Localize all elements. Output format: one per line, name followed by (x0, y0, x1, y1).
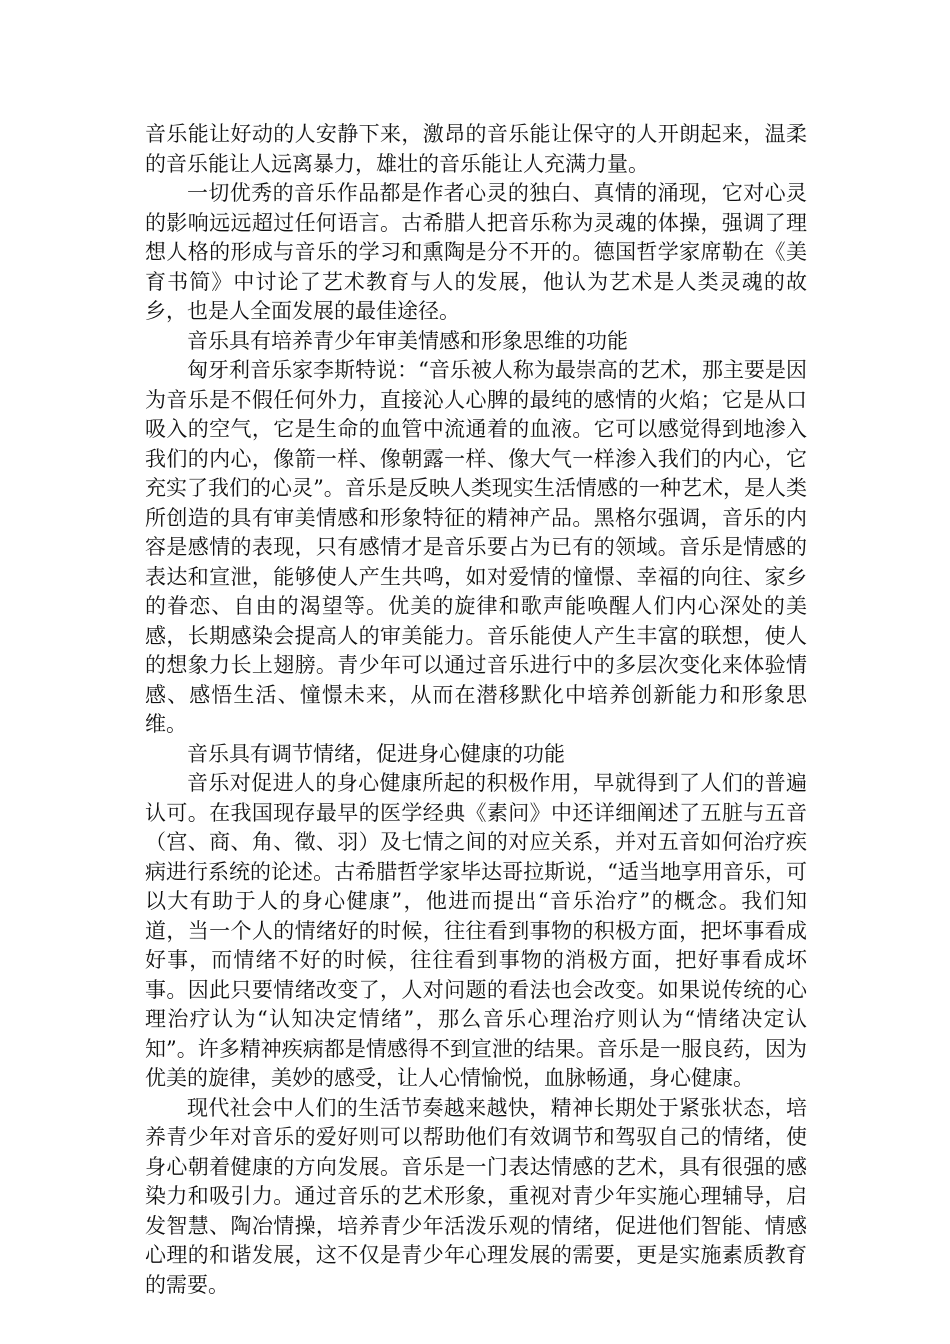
paragraph-continuation: 音乐能让好动的人安静下来，激昂的音乐能让保守的人开朗起来，温柔的音乐能让人远离暴力，雄壮的音乐能让人充满力量。 (145, 122, 807, 176)
document-page (145, 120, 807, 1300)
paragraph-liszt-quote: 匈牙利音乐家李斯特说：“音乐被人称为最崇高的艺术，那主要是因为音乐是不假任何外力，直接沁人心脾的最纯的感情的火焰；它是从口吸入的空气，它是生命的血管中流通着的血液。它可以感觉得到地渗入我们的内心，像箭一样、像朝露一样、像大气一样渗入我们的内心，它充实了我们的心灵”。音乐是反映人类现实生活情感的一种艺术，是人类所创造的具有审美情感和形象特征的精神产品。黑格尔强调，音乐的内容是感情的表现，只有感情才是音乐要占为已有的领域。音乐是情感的表达和宣泄，能够使人产生共鸣，如对爱情的憧憬、幸福的向往、家乡的眷恋、自由的渴望等。优美的旋律和歌声能唤醒人们内心深处的美感，长期感染会提高人的审美能力。音乐能使人产生丰富的联想，使人的想象力长上翅膀。青少年可以通过音乐进行中的多层次变化来体验情感、感悟生活、憧憬未来，从而在潜移默化中培养创新能力和形象思维。 (145, 358, 807, 736)
section-heading-aesthetic: 音乐具有培养青少年审美情感和形象思维的功能 (187, 328, 628, 353)
paragraph-modern-society: 现代社会中人们的生活节奏越来越快，精神长期处于紧张状态，培养青少年对音乐的爱好则可以帮助他们有效调节和驾驭自己的情绪，使身心朝着健康的方向发展。音乐是一门表达情感的艺术，具有很强的感染力和吸引力。通过音乐的艺术形象，重视对青少年实施心理辅导，启发智慧、陶冶情操，培养青少年活泼乐观的情绪，促进他们智能、情感心理的和谐发展，这不仅是青少年心理发展的需要，更是实施素质教育的需要。 (145, 1095, 807, 1297)
paragraph-health: 音乐对促进人的身心健康所起的积极作用，早就得到了人们的普遍认可。在我国现存最早的医学经典《素问》中还详细阐述了五脏与五音（宫、商、角、徵、羽）及七情之间的对应关系，并对五音如何治疗疾病进行系统的论述。古希腊哲学家毕达哥拉斯说，“适当地享用音乐，可以大有助于人的身心健康”，他进而提出“音乐治疗”的概念。我们知道，当一个人的情绪好的时候，往往看到事物的积极方面，把坏事看成好事，而情绪不好的时候，往往看到事物的消极方面，把好事看成坏事。因此只要情绪改变了，人对问题的看法也会改变。如果说传统的心理治疗认为“认知决定情绪”，那么音乐心理治疗则认为“情绪决定认知”。许多精神疾病都是情感得不到宣泄的结果。音乐是一服良药，因为优美的旋律，美妙的感受，让人心情愉悦，血脉畅通，身心健康。 (145, 771, 807, 1090)
section-heading-emotion: 音乐具有调节情绪，促进身心健康的功能 (187, 741, 565, 766)
paragraph-soul-influence: 一切优秀的音乐作品都是作者心灵的独白、真情的涌现，它对心灵的影响远远超过任何语言。古希腊人把音乐称为灵魂的体操，强调了理想人格的形成与音乐的学习和熏陶是分不开的。德国哲学家席勒在《美育书简》中讨论了艺术教育与人的发展，他认为艺术是人类灵魂的故乡，也是人全面发展的最佳途径。 (145, 181, 807, 323)
